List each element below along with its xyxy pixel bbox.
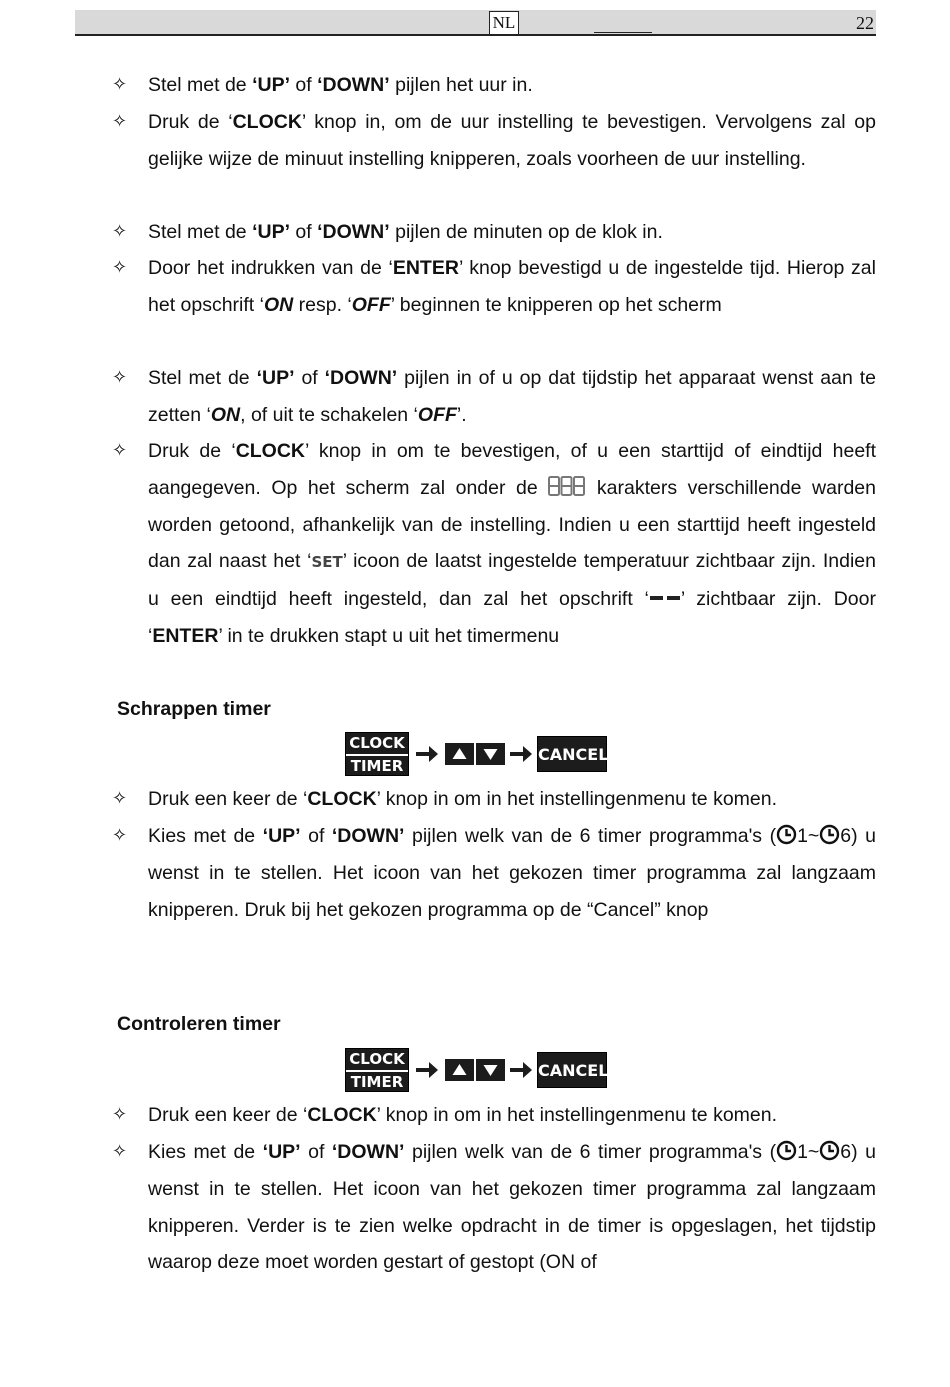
arrow-right-icon: [509, 1060, 533, 1080]
item-text: [148, 104, 876, 178]
seven-segment-888-icon: [548, 476, 586, 496]
sparkle-bullet-icon: ✧: [112, 1104, 128, 1125]
text-run: karakters verschillende warden worden getoond, afhankelijk van de instelling. Indien u een starttijd heeft ingesteld dan zal naast het ‘: [148, 476, 876, 573]
text-run: resp. ‘: [293, 293, 352, 316]
bold-term: ‘UP’: [262, 1141, 301, 1163]
bold-italic-term: ON: [210, 403, 241, 426]
sparkle-bullet-icon: ✧: [112, 825, 128, 846]
text-run: ’ knop in om in het instellingenmenu te komen.: [376, 1104, 778, 1126]
text-run: of: [300, 1141, 332, 1163]
bullet-item-confirm-hour: [112, 104, 876, 178]
item-text: [148, 250, 876, 324]
text-run: Kies met de: [148, 825, 263, 847]
text-run: Druk een keer de ‘: [148, 1104, 308, 1126]
sparkle-bullet-icon: ✧: [112, 440, 128, 461]
bullet-item-enter-confirm: [112, 250, 876, 324]
bullet-item-press-clock: [112, 781, 876, 818]
sparkle-bullet-icon: ✧: [112, 221, 128, 242]
text-run: ’ zichtbaar zijn. Door ‘: [148, 588, 876, 647]
bold-term: ‘DOWN’: [317, 221, 390, 243]
item-text: [148, 67, 876, 104]
bold-italic-term: ON: [263, 293, 294, 316]
bold-term: ‘DOWN’: [317, 74, 390, 96]
text-run: 1~: [797, 825, 820, 847]
bold-term: ENTER: [392, 257, 459, 279]
bold-term: ENTER: [152, 624, 219, 647]
bullet-item-clock-confirm: [112, 433, 876, 655]
item-text: [148, 214, 876, 251]
text-run: ’ knop in om te bevestigen, of u een starttijd of eindtijd heeft aangegeven. Op het scherm zal onder de: [148, 440, 877, 499]
bold-term: ‘UP’: [252, 74, 290, 96]
sparkle-bullet-icon: ✧: [112, 257, 128, 278]
bullet-item-set-hour: [112, 67, 876, 104]
down-arrow-icon: [476, 1059, 505, 1081]
sparkle-bullet-icon: ✧: [112, 367, 128, 388]
sparkle-bullet-icon: ✧: [112, 111, 128, 132]
bold-italic-term: OFF: [417, 403, 457, 426]
text-run: ’ in te drukken stapt u uit het timermenu: [218, 624, 560, 647]
text-run: Stel met de: [148, 367, 257, 389]
bold-term: ‘UP’: [262, 825, 301, 847]
text-run: ’ knop in, om de uur instelling te bevestigen. Vervolgens zal op gelijke wijze de minuut instelling knipperen, zoals voorheen de uur instelling.: [148, 111, 876, 170]
text-run: Stel met de: [148, 74, 253, 96]
text-run: ’ knop in om in het instellingenmenu te komen.: [376, 788, 778, 810]
sparkle-bullet-icon: ✧: [112, 1141, 128, 1162]
bold-italic-term: OFF: [351, 293, 391, 316]
bullet-item-choose-program: [112, 818, 876, 928]
clock-program-icon: [776, 824, 797, 845]
bold-term: ‘DOWN’: [331, 825, 405, 847]
text-run: ’ beginnen te knipperen op het scherm: [390, 293, 722, 316]
text-run: Druk de ‘: [148, 440, 236, 462]
bold-term: CLOCK: [232, 111, 302, 133]
section-heading-schrappen: Schrappen timer: [117, 698, 271, 720]
text-run: pijlen in of u op dat tijdstip het apparaat wenst aan te zetten ‘: [148, 367, 876, 426]
item-text: [148, 1097, 876, 1134]
text-run: , of uit te schakelen ‘: [240, 403, 418, 426]
text-run: Door het indrukken van de ‘: [148, 257, 393, 279]
text-run: pijlen het uur in.: [389, 74, 533, 96]
arrow-right-icon: [415, 744, 439, 764]
text-run: of: [290, 74, 318, 96]
button-sequence-diagram: [345, 732, 607, 776]
language-code: NL: [489, 11, 519, 35]
bold-term: CLOCK: [307, 1104, 377, 1126]
text-run: pijlen welk van de 6 timer programma's (: [404, 1141, 777, 1163]
bullet-item-press-clock: [112, 1097, 876, 1134]
header-underline: [594, 32, 652, 33]
page-header: [75, 10, 876, 36]
cancel-button-icon: CANCEL: [537, 1052, 607, 1088]
bold-term: ‘UP’: [252, 221, 290, 243]
page-number: 22: [856, 13, 874, 33]
text-run: Stel met de: [148, 221, 253, 243]
text-run: 1~: [797, 1141, 820, 1163]
bullet-item-on-off: [112, 360, 876, 434]
bold-term: CLOCK: [235, 440, 306, 462]
arrow-right-icon: [509, 744, 533, 764]
down-arrow-icon: [476, 743, 505, 765]
item-text: [148, 818, 876, 928]
set-icon: SET: [311, 553, 343, 572]
cancel-button-icon: CANCEL: [537, 736, 607, 772]
text-run: of: [300, 825, 332, 847]
clock-program-icon: [776, 1140, 797, 1161]
text-run: ’.: [456, 403, 467, 426]
bold-term: ‘DOWN’: [324, 367, 398, 389]
text-run: Kies met de: [148, 1141, 263, 1163]
item-text: [148, 433, 876, 655]
button-sequence-diagram: [345, 1048, 607, 1092]
bold-term: CLOCK: [307, 788, 377, 810]
bold-term: ‘DOWN’: [331, 1141, 405, 1163]
text-run: of: [294, 367, 325, 389]
clock-timer-button-icon: CLOCK TIMER: [345, 1048, 409, 1092]
text-run: ’ icoon de laatst ingestelde temperatuur zichtbaar zijn. Indien u een eindtijd heeft ingesteld, dan zal het opschrift ‘: [148, 550, 876, 611]
text-run: 6) u wenst in te stellen. Het icoon van het gekozen timer programma zal langzaam knipperen. Verder is te zien welke opdracht in de timer is opgeslagen, het tijdstip waarop deze moet worden gestart of gestopt (ON of: [148, 1141, 876, 1274]
bold-term: ‘UP’: [256, 367, 295, 389]
text-run: 6) u wenst in te stellen. Het icoon van het gekozen timer programma zal langzaam knipperen. Druk bij het gekozen programma op de “Cancel” knop: [148, 825, 876, 921]
up-arrow-icon: [445, 743, 474, 765]
text-run: of: [290, 221, 318, 243]
bullet-item-choose-program: [112, 1134, 876, 1281]
clock-program-icon: [819, 824, 840, 845]
clock-timer-button-icon: CLOCK TIMER: [345, 732, 409, 776]
item-text: [148, 360, 876, 434]
text-run: pijlen welk van de 6 timer programma's (: [404, 825, 777, 847]
item-text: [148, 1134, 876, 1281]
text-run: pijlen de minuten op de klok in.: [389, 221, 663, 243]
item-text: [148, 781, 876, 818]
clock-program-icon: [819, 1140, 840, 1161]
text-run: Druk een keer de ‘: [148, 788, 308, 810]
arrow-right-icon: [415, 1060, 439, 1080]
bullet-item-set-minutes: [112, 214, 876, 251]
text-run: ’ knop bevestigd u de ingestelde tijd. Hierop zal het opschrift ‘: [148, 257, 876, 316]
text-run: Druk de ‘: [148, 111, 233, 133]
section-heading-controleren: Controleren timer: [117, 1013, 281, 1035]
double-dash-icon: [649, 593, 681, 603]
sparkle-bullet-icon: ✧: [112, 788, 128, 809]
sparkle-bullet-icon: ✧: [112, 74, 128, 95]
up-arrow-icon: [445, 1059, 474, 1081]
